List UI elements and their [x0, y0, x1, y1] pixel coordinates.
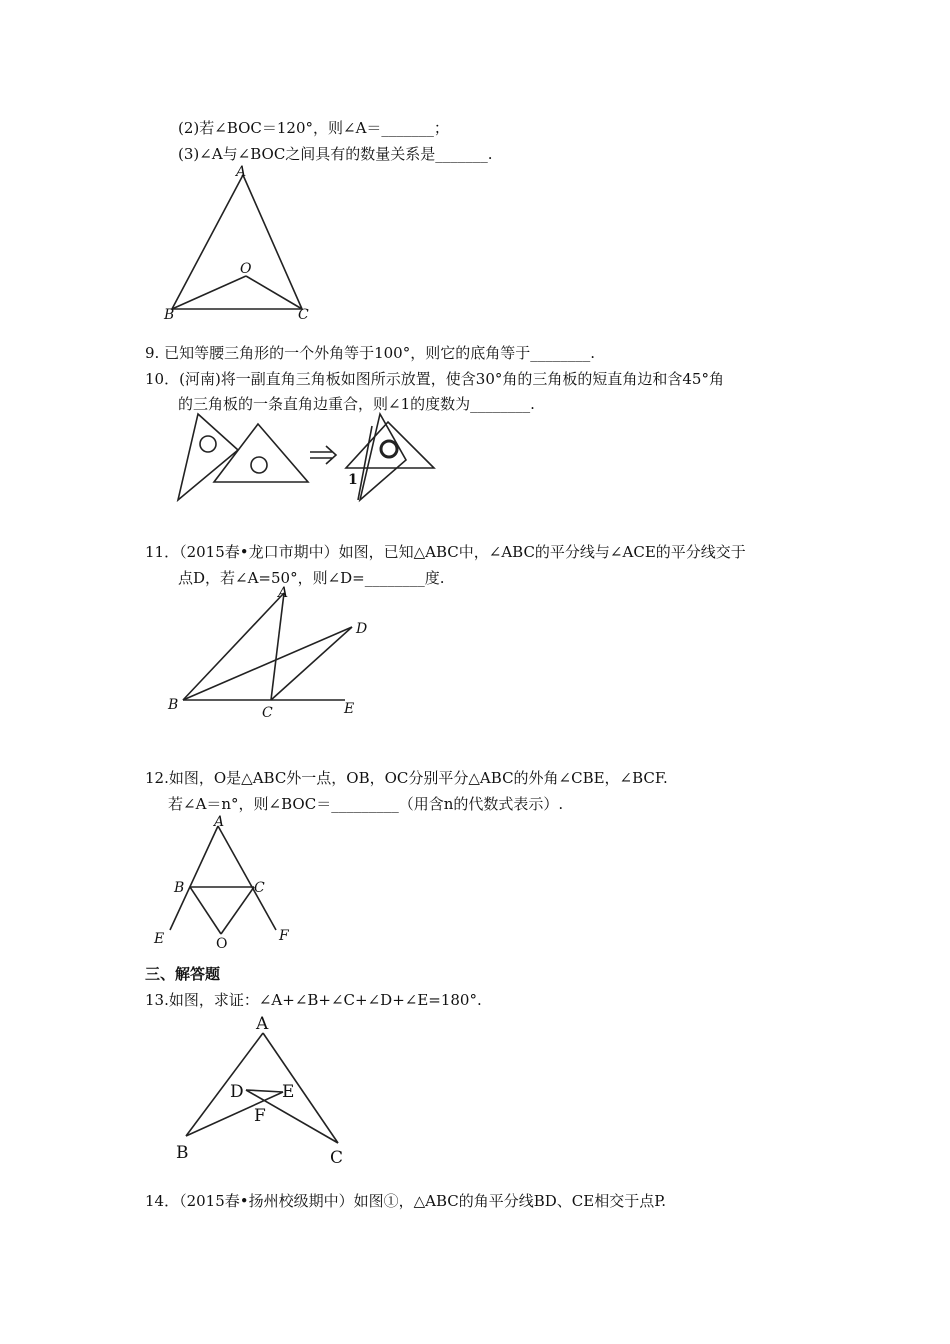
figure-q8	[160, 165, 320, 325]
segment-cd	[271, 627, 352, 700]
label-b: B	[168, 697, 179, 713]
q12-line1: 12.如图，O是△ABC外一点，OB，OC分别平分△ABC的外角∠CBE，∠BCF.	[145, 769, 668, 787]
segment-ac	[263, 1033, 338, 1143]
q13: 13.如图，求证：∠A+∠B+∠C+∠D+∠E=180°.	[145, 991, 482, 1009]
label-b: B	[176, 1143, 189, 1163]
label-a: A	[236, 164, 247, 180]
combined-edge	[358, 426, 372, 500]
segment-oc	[246, 276, 302, 309]
label-f: F	[254, 1106, 266, 1126]
q14: 14．（2015春•扬州校级期中）如图①，△ABC的角平分线BD、CE相交于点P.	[145, 1192, 667, 1210]
label-o: O	[240, 261, 252, 277]
label-c: C	[254, 880, 265, 896]
label-o: O	[216, 936, 228, 952]
figure-q12	[150, 812, 300, 952]
line-af	[218, 826, 276, 930]
segment-bo	[172, 276, 246, 309]
arrow-icon	[326, 446, 336, 464]
label-b: B	[164, 307, 175, 323]
segment-de	[246, 1090, 283, 1092]
label-d: D	[230, 1082, 244, 1102]
label-d: D	[356, 621, 368, 637]
segment-ac	[271, 593, 284, 700]
label-c: C	[262, 705, 273, 721]
label-b: B	[174, 880, 185, 896]
label-a: A	[214, 814, 225, 830]
triangle-abc	[172, 175, 302, 309]
label-e: E	[154, 931, 165, 947]
section-heading: 三、解答题	[145, 965, 221, 983]
hole-icon	[251, 457, 267, 473]
angle-1-label: 1	[348, 472, 358, 488]
segment-ba	[183, 593, 284, 700]
line-ae	[170, 826, 218, 930]
q11-line2: 点D，若∠A=50°，则∠D=________度.	[178, 569, 445, 587]
segment-bd	[183, 627, 352, 700]
label-c: C	[330, 1148, 344, 1168]
hole-icon	[381, 441, 397, 457]
q9: 9. 已知等腰三角形的一个外角等于100°，则它的底角等于________.	[145, 344, 595, 362]
q10-line1: 10．(河南)将一副直角三角板如图所示放置，使含30°角的三角板的短直角边和含45°角	[145, 370, 724, 388]
segment-ab	[186, 1033, 263, 1136]
hole-icon	[200, 436, 216, 452]
q12-line2: 若∠A＝n°，则∠BOC＝_________（用含n的代数式表示）.	[168, 795, 564, 813]
segment-bo	[190, 887, 221, 934]
q10-line2: 的三角板的一条直角边重合，则∠1的度数为________.	[178, 395, 535, 413]
label-e: E	[282, 1082, 295, 1102]
q8-part2: (2)若∠BOC＝120°，则∠A＝_______；	[178, 119, 449, 137]
figure-q10	[170, 408, 450, 508]
figure-q13	[170, 1010, 360, 1170]
label-f: F	[279, 928, 289, 944]
q11-line1: 11．（2015春•龙口市期中）如图，已知△ABC中，∠ABC的平分线与∠ACE的平分线交于	[145, 543, 746, 561]
figure-q11	[160, 585, 380, 720]
q8-part3: (3)∠A与∠BOC之间具有的数量关系是_______.	[178, 145, 493, 163]
set-square-30	[178, 414, 238, 500]
label-c: C	[298, 307, 309, 323]
label-a: A	[278, 585, 289, 601]
combined-45	[346, 422, 434, 468]
label-e: E	[344, 701, 355, 717]
label-a: A	[256, 1014, 269, 1034]
segment-co	[221, 887, 254, 934]
